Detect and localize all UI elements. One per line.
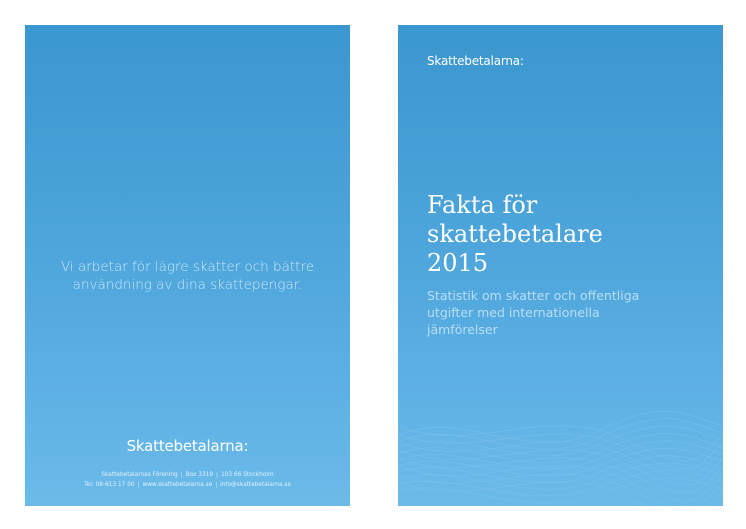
back-cover-slogan: [25, 258, 350, 294]
organization-name: Skattebetalarnas Förening: [101, 472, 178, 478]
postal-address: 103 66 Stockholm: [220, 472, 274, 478]
postal-box: Box 3319: [185, 472, 214, 478]
website-link[interactable]: www.skattebetalarna.se: [142, 482, 213, 488]
separator: |: [216, 472, 218, 478]
title-line: skattebetalare: [427, 220, 603, 248]
cover-title: [427, 191, 707, 278]
phone-number: Tel: 08-613 17 00: [84, 482, 135, 488]
title-line: 2015: [427, 249, 489, 277]
back-cover-logo: Skattebetalarna:: [126, 437, 249, 455]
back-cover: [25, 25, 350, 506]
contact-address-line: [25, 471, 350, 480]
slogan-line: Vi arbetar för lägre skatter och bättre: [60, 259, 315, 275]
front-cover-logo: Skattebetalarna:: [427, 54, 524, 68]
decorative-wave-lines: [398, 396, 723, 506]
email-link[interactable]: info@skattebetalarna.se: [220, 482, 291, 488]
front-cover: [398, 25, 723, 506]
subtitle-line: Statistik om skatter och offentliga: [427, 288, 640, 303]
cover-subtitle: [427, 287, 697, 338]
title-line: Fakta för: [427, 191, 538, 219]
slogan-line: användning av dina skattepengar.: [72, 277, 303, 293]
separator: |: [180, 472, 183, 478]
contact-info-line: [25, 481, 350, 490]
separator: |: [137, 482, 140, 488]
subtitle-line: utgifter med internationella: [427, 305, 600, 320]
separator: |: [215, 482, 218, 488]
subtitle-line: jämförelser: [427, 322, 498, 337]
